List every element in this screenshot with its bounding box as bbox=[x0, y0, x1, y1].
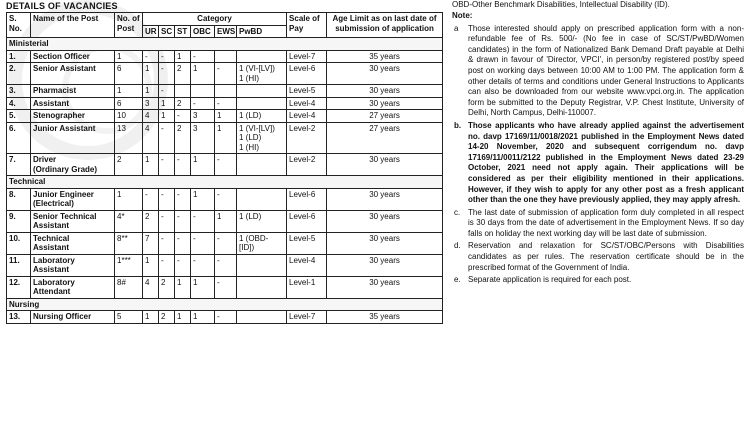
note-text: The last date of submission of application form duly completed in all respect is 30 days from the date of advertisement in the Employment News. If so day falls on holiday the next working day will be last date of submission. bbox=[468, 207, 744, 238]
cell-obc bbox=[191, 85, 215, 98]
cell-st: - bbox=[175, 188, 191, 210]
cell-name: Senior Assistant bbox=[31, 63, 115, 85]
cell-obc: 3 bbox=[191, 110, 215, 123]
cell-st: 1 bbox=[175, 50, 191, 63]
cell-scale: Level-2 bbox=[287, 154, 327, 176]
cell-obc: - bbox=[191, 50, 215, 63]
cell-sno: 5. bbox=[7, 110, 31, 123]
section-label: Technical bbox=[7, 176, 443, 189]
cell-pwbd bbox=[237, 276, 287, 298]
cell-num: 5 bbox=[115, 311, 143, 324]
obd-definition: OBD-Other Benchmark Disabilities, Intellectual Disability (ID). bbox=[452, 0, 670, 9]
cell-pwbd: 1 (VI-[LV]) 1 (HI) bbox=[237, 63, 287, 85]
cell-name: Pharmacist bbox=[31, 85, 115, 98]
cell-obc: 1 bbox=[191, 63, 215, 85]
cell-scale: Level-2 bbox=[287, 122, 327, 154]
table-row bbox=[7, 254, 443, 276]
cell-sc: - bbox=[159, 122, 175, 154]
cell-num: 1*** bbox=[115, 254, 143, 276]
cell-sno: 6. bbox=[7, 122, 31, 154]
cell-sno: 12. bbox=[7, 276, 31, 298]
cell-ur: 4 bbox=[143, 276, 159, 298]
cell-ews: - bbox=[215, 311, 237, 324]
cell-scale: Level-6 bbox=[287, 63, 327, 85]
section-row bbox=[7, 38, 443, 51]
cell-ur: 4 bbox=[143, 122, 159, 154]
cell-st: 1 bbox=[175, 311, 191, 324]
cell-pwbd bbox=[237, 154, 287, 176]
cell-sno: 8. bbox=[7, 188, 31, 210]
cell-ur: 1 bbox=[143, 85, 159, 98]
cell-ews bbox=[215, 50, 237, 63]
cell-st: 2 bbox=[175, 63, 191, 85]
header-sno: S. No. bbox=[7, 13, 31, 38]
cell-st: 1 bbox=[175, 276, 191, 298]
cell-sno: 1. bbox=[7, 50, 31, 63]
cell-ur: 1 bbox=[143, 311, 159, 324]
cell-scale: Level-6 bbox=[287, 188, 327, 210]
cell-scale: Level-5 bbox=[287, 85, 327, 98]
cell-ur: - bbox=[143, 188, 159, 210]
cell-obc: - bbox=[191, 210, 215, 232]
cell-sno: 9. bbox=[7, 210, 31, 232]
cell-num: 1 bbox=[115, 188, 143, 210]
cell-st: - bbox=[175, 210, 191, 232]
cell-name: Stenographer bbox=[31, 110, 115, 123]
cell-sc: 2 bbox=[159, 311, 175, 324]
header-st: ST bbox=[175, 25, 191, 38]
header-age: Age Limit as on last date of submission of application bbox=[327, 13, 443, 38]
cell-ews: - bbox=[215, 276, 237, 298]
cell-ews: 1 bbox=[215, 122, 237, 154]
cell-scale: Level-4 bbox=[287, 110, 327, 123]
cell-obc: 1 bbox=[191, 276, 215, 298]
cell-num: 6 bbox=[115, 63, 143, 85]
cell-sc: - bbox=[159, 210, 175, 232]
cell-obc: - bbox=[191, 232, 215, 254]
note-text: Reservation and relaxation for SC/ST/OBC/Persons with Disabilities candidates as per rules. The reservation certificate should be in the prescribed format of the Government of India. bbox=[468, 241, 744, 272]
cell-obc: 1 bbox=[191, 188, 215, 210]
cell-num: 13 bbox=[115, 122, 143, 154]
note-item bbox=[452, 208, 744, 240]
cell-obc: 1 bbox=[191, 154, 215, 176]
cell-age: 30 years bbox=[327, 232, 443, 254]
cell-ews: - bbox=[215, 254, 237, 276]
note-item bbox=[452, 241, 744, 273]
cell-ews: - bbox=[215, 232, 237, 254]
cell-scale: Level-7 bbox=[287, 50, 327, 63]
cell-st: 2 bbox=[175, 97, 191, 110]
cell-ews: - bbox=[215, 63, 237, 85]
cell-pwbd: 1 (OBD- [ID]) bbox=[237, 232, 287, 254]
cell-ur: - bbox=[143, 50, 159, 63]
cell-ews: 1 bbox=[215, 210, 237, 232]
cell-ur: 4 bbox=[143, 110, 159, 123]
cell-sc: - bbox=[159, 188, 175, 210]
cell-age: 30 years bbox=[327, 154, 443, 176]
cell-st: - bbox=[175, 254, 191, 276]
header-num: No. of Post bbox=[115, 13, 143, 38]
cell-obc: - bbox=[191, 97, 215, 110]
cell-pwbd: 1 (LD) bbox=[237, 110, 287, 123]
cell-sc: - bbox=[159, 154, 175, 176]
table-row bbox=[7, 154, 443, 176]
cell-age: 30 years bbox=[327, 210, 443, 232]
cell-ur: 1 bbox=[143, 154, 159, 176]
note-title: Note: bbox=[452, 11, 473, 20]
note-item bbox=[452, 121, 744, 206]
note-item bbox=[452, 24, 744, 119]
note-label: a bbox=[454, 23, 459, 33]
cell-num: 8# bbox=[115, 276, 143, 298]
notes-column bbox=[452, 0, 744, 286]
cell-num: 8** bbox=[115, 232, 143, 254]
cell-ur: 1 bbox=[143, 254, 159, 276]
header-obc: OBC bbox=[191, 25, 215, 38]
cell-age: 35 years bbox=[327, 311, 443, 324]
cell-scale: Level-4 bbox=[287, 254, 327, 276]
cell-age: 30 years bbox=[327, 254, 443, 276]
cell-sno: 3. bbox=[7, 85, 31, 98]
section-row bbox=[7, 298, 443, 311]
header-name: Name of the Post bbox=[31, 13, 115, 38]
vacancies-section bbox=[6, 0, 442, 324]
cell-age: 30 years bbox=[327, 276, 443, 298]
cell-name: Nursing Officer bbox=[31, 311, 115, 324]
cell-pwbd bbox=[237, 97, 287, 110]
table-row bbox=[7, 188, 443, 210]
cell-ur: 1 bbox=[143, 63, 159, 85]
cell-pwbd bbox=[237, 188, 287, 210]
cell-scale: Level-7 bbox=[287, 311, 327, 324]
cell-num: 2 bbox=[115, 154, 143, 176]
cell-age: 30 years bbox=[327, 188, 443, 210]
notes-list bbox=[452, 24, 744, 286]
cell-sc: - bbox=[159, 50, 175, 63]
cell-sc: - bbox=[159, 63, 175, 85]
cell-scale: Level-1 bbox=[287, 276, 327, 298]
cell-num: 1 bbox=[115, 85, 143, 98]
cell-sc: - bbox=[159, 254, 175, 276]
cell-ur: 7 bbox=[143, 232, 159, 254]
note-text: Those applicants who have already applied against the advertisement no. davp 17169/11/0018/2021 published in the Employment News dated 14-20 November, 2020 and subsequent corrigendum no. davp 17169/11/0011/2122 published in the Employment News dated 23-29 October, 2021 need not apply again. Their applications will be considered as per their eligibility mentioned in their applications. However, if they wish to apply for any other post as a fresh applicant other than the one they have previously applied, they may apply afresh. bbox=[468, 120, 744, 205]
header-sc: SC bbox=[159, 25, 175, 38]
cell-num: 1 bbox=[115, 50, 143, 63]
cell-name: Assistant bbox=[31, 97, 115, 110]
table-row bbox=[7, 311, 443, 324]
vacancies-table bbox=[6, 12, 443, 324]
header-pwbd: PwBD bbox=[237, 25, 287, 38]
cell-obc: 3 bbox=[191, 122, 215, 154]
cell-name: Junior Assistant bbox=[31, 122, 115, 154]
section-row bbox=[7, 176, 443, 189]
cell-name: Junior Engineer (Electrical) bbox=[31, 188, 115, 210]
cell-st: - bbox=[175, 232, 191, 254]
cell-pwbd bbox=[237, 85, 287, 98]
header-category: Category bbox=[143, 13, 287, 26]
cell-sno: 2. bbox=[7, 63, 31, 85]
cell-pwbd: 1 (LD) bbox=[237, 210, 287, 232]
cell-name: Technical Assistant bbox=[31, 232, 115, 254]
cell-sno: 13. bbox=[7, 311, 31, 324]
section-label: Ministerial bbox=[7, 38, 443, 51]
header-scale: Scale of Pay bbox=[287, 13, 327, 38]
table-row bbox=[7, 97, 443, 110]
cell-name: Laboratory Assistant bbox=[31, 254, 115, 276]
cell-name: Driver (Ordinary Grade) bbox=[31, 154, 115, 176]
cell-age: 27 years bbox=[327, 110, 443, 123]
cell-ur: 3 bbox=[143, 97, 159, 110]
header-ews: EWS bbox=[215, 25, 237, 38]
section-label: Nursing bbox=[7, 298, 443, 311]
note-label: b. bbox=[454, 120, 462, 130]
cell-pwbd: 1 (VI-[LV]) 1 (LD) 1 (HI) bbox=[237, 122, 287, 154]
table-row bbox=[7, 63, 443, 85]
table-row bbox=[7, 85, 443, 98]
cell-pwbd bbox=[237, 50, 287, 63]
cell-obc: 1 bbox=[191, 311, 215, 324]
cell-name: Section Officer bbox=[31, 50, 115, 63]
cell-num: 4* bbox=[115, 210, 143, 232]
cell-obc: - bbox=[191, 254, 215, 276]
cell-num: 10 bbox=[115, 110, 143, 123]
cell-st: 2 bbox=[175, 122, 191, 154]
cell-pwbd bbox=[237, 311, 287, 324]
note-text: Those interested should apply on prescribed application form with a non-refundable fee of Rs. 500/- (No fee in case of SC/ST/PwBD/Women candidates) in the form of Nationalized Bank Demand Draft payable at Delhi & drawn in favour of 'Director, VPCI', in person/by registered post/by speed post on working days between 10:00 AM to 1:00 PM. The application form & other details of terms and conditions under General Instructions to Applicants can also be downloaded from our website www.vpci.org.in. The application form be submitted to the Deputy Registrar, V.P. Chest Institute, University of Delhi, North Campus, Delhi-110007. bbox=[468, 23, 744, 118]
cell-sno: 7. bbox=[7, 154, 31, 176]
cell-sno: 4. bbox=[7, 97, 31, 110]
cell-scale: Level-4 bbox=[287, 97, 327, 110]
cell-sc: 1 bbox=[159, 97, 175, 110]
cell-age: 35 years bbox=[327, 50, 443, 63]
note-text: Separate application is required for each post. bbox=[468, 275, 632, 285]
cell-pwbd bbox=[237, 254, 287, 276]
note-label: d. bbox=[454, 241, 461, 251]
cell-age: 30 years bbox=[327, 85, 443, 98]
header-ur: UR bbox=[143, 25, 159, 38]
cell-age: 30 years bbox=[327, 63, 443, 85]
table-row bbox=[7, 210, 443, 232]
vacancies-heading: DETAILS OF VACANCIES bbox=[6, 1, 118, 11]
note-label: c. bbox=[454, 207, 461, 217]
cell-name: Senior Technical Assistant bbox=[31, 210, 115, 232]
cell-st: - bbox=[175, 110, 191, 123]
cell-ews: - bbox=[215, 188, 237, 210]
table-row bbox=[7, 276, 443, 298]
cell-sc: 1 bbox=[159, 110, 175, 123]
cell-age: 30 years bbox=[327, 97, 443, 110]
cell-sc: - bbox=[159, 85, 175, 98]
cell-ur: 2 bbox=[143, 210, 159, 232]
cell-age: 27 years bbox=[327, 122, 443, 154]
note-label: e. bbox=[454, 275, 461, 285]
cell-num: 6 bbox=[115, 97, 143, 110]
note-item bbox=[452, 275, 744, 286]
cell-sno: 11. bbox=[7, 254, 31, 276]
table-row bbox=[7, 110, 443, 123]
cell-sno: 10. bbox=[7, 232, 31, 254]
cell-name: Laboratory Attendant bbox=[31, 276, 115, 298]
cell-scale: Level-6 bbox=[287, 210, 327, 232]
cell-scale: Level-5 bbox=[287, 232, 327, 254]
cell-sc: - bbox=[159, 232, 175, 254]
cell-sc: 2 bbox=[159, 276, 175, 298]
cell-ews: - bbox=[215, 97, 237, 110]
table-row bbox=[7, 122, 443, 154]
cell-ews bbox=[215, 85, 237, 98]
cell-ews: 1 bbox=[215, 110, 237, 123]
table-row bbox=[7, 50, 443, 63]
cell-ews: - bbox=[215, 154, 237, 176]
table-row bbox=[7, 232, 443, 254]
cell-st: - bbox=[175, 154, 191, 176]
cell-st bbox=[175, 85, 191, 98]
